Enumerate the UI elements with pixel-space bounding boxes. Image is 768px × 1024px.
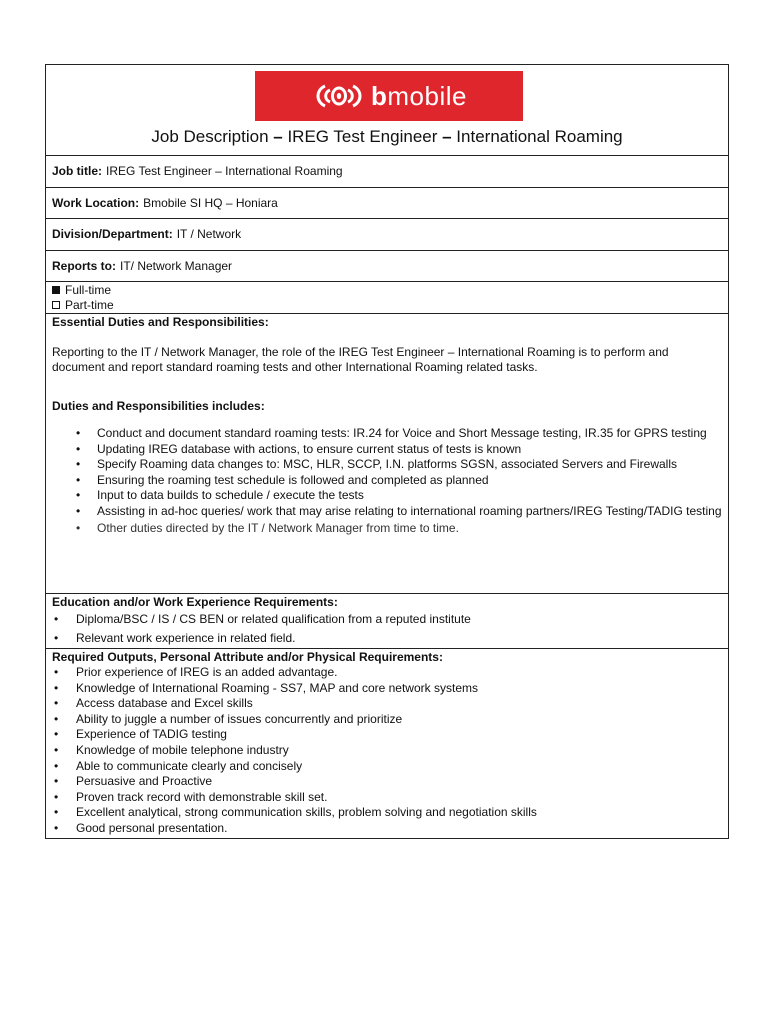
list-item [54, 805, 722, 821]
field-label: Reports to: [52, 258, 116, 273]
duties-section [46, 314, 728, 594]
list-item-text: Excellent analytical, strong communication skills, problem solving and negotiation skills [76, 805, 537, 820]
duties-intro: Reporting to the IT / Network Manager, the role of the IREG Test Engineer – International Roaming is to perform and document and report standard roaming tests and other International Roaming related tasks. [52, 345, 669, 374]
list-item [54, 742, 722, 759]
list-item-text: Other duties directed by the IT / Network Manager from time to time. [97, 520, 459, 535]
bullet-icon: • [54, 711, 59, 726]
list-item [54, 711, 722, 728]
section-title: Required Outputs, Personal Attribute and/or Physical Requirements: [52, 650, 443, 664]
employment-option-part-time: Part-time [52, 298, 722, 313]
field-value: IT/ Network Manager [120, 258, 233, 273]
list-item-text: Good personal presentation. [76, 820, 228, 835]
bullet-icon: • [76, 457, 81, 472]
list-item-text: Persuasive and Proactive [76, 774, 213, 789]
employment-option-full-time: Full-time [52, 283, 722, 298]
division-row [46, 219, 728, 251]
field-value: IT / Network [176, 227, 242, 242]
list-item [54, 665, 722, 681]
list-item-text: Conduct and document standard roaming tests: IR.24 for Voice and Short Message testing, IR.35 for GPRS testing [97, 426, 707, 440]
bullet-icon: • [54, 789, 59, 804]
bullet-icon: • [54, 820, 59, 835]
bullet-icon: • [76, 472, 81, 487]
bmobile-wordmark: bmobile [371, 80, 467, 111]
bullet-icon: • [54, 758, 59, 773]
field-label: Job title: [52, 164, 102, 179]
list-item [54, 610, 722, 629]
bullet-icon: • [76, 503, 81, 518]
section-title: Essential Duties and Responsibilities: [52, 315, 269, 329]
list-item-text: Access database and Excel skills [76, 696, 253, 711]
reports-to-row [46, 251, 728, 283]
section-title: Education and/or Work Experience Requirements: [52, 595, 338, 609]
bullet-icon: • [54, 680, 59, 695]
field-label: Work Location: [52, 195, 140, 210]
page-title: Job Description – IREG Test Engineer – International Roaming [151, 127, 623, 146]
list-item [76, 504, 722, 520]
bullet-icon: • [76, 488, 81, 503]
work-location-row [46, 188, 728, 220]
bmobile-swirl-icon [311, 81, 367, 111]
list-item [76, 488, 722, 504]
list-item-text: Ability to juggle a number of issues concurrently and prioritize [76, 711, 403, 726]
list-item [54, 820, 722, 837]
list-item [76, 473, 722, 489]
list-item [54, 629, 722, 648]
bullet-icon: • [54, 696, 59, 711]
bullet-icon: • [76, 426, 81, 440]
list-item-text: Prior experience of IREG is an added advantage. [76, 665, 338, 679]
list-item [76, 457, 722, 473]
field-value: Bmobile SI HQ – Honiara [143, 195, 278, 210]
job-description-document [45, 64, 729, 839]
education-list [52, 610, 722, 648]
list-item-text: Able to communicate clearly and concisely [76, 758, 303, 773]
list-item-text: Assisting in ad-hoc queries/ work that may arise relating to international roaming partners/IREG Testing/TADIG testing [97, 503, 722, 518]
job-title-row [46, 156, 728, 188]
list-item [54, 789, 722, 806]
list-item [54, 758, 722, 775]
bullet-icon: • [54, 727, 59, 742]
document-header [46, 65, 728, 156]
list-item [54, 696, 722, 712]
checked-box-icon [52, 286, 60, 294]
list-item-text: Input to data builds to schedule / execute the tests [97, 488, 364, 503]
bullet-icon: • [54, 774, 59, 789]
list-item [76, 521, 722, 537]
education-section [46, 594, 728, 649]
list-item [54, 680, 722, 697]
field-label: Division/Department: [52, 227, 173, 242]
bullet-icon: • [54, 665, 59, 679]
requirements-list [52, 665, 722, 837]
bullet-icon: • [76, 520, 81, 535]
list-item [76, 442, 722, 458]
bmobile-logo [255, 71, 523, 121]
list-item-text: Knowledge of International Roaming - SS7, MAP and core network systems [76, 680, 478, 695]
field-value: IREG Test Engineer – International Roaming [106, 164, 343, 179]
requirements-section [46, 649, 728, 838]
empty-box-icon [52, 301, 60, 309]
duties-includes-title: Duties and Responsibilities includes: [52, 399, 265, 413]
list-item [54, 774, 722, 790]
list-item-text: Experience of TADIG testing [76, 727, 227, 742]
list-item-text: Relevant work experience in related field. [76, 631, 296, 645]
duties-list [52, 426, 722, 536]
bullet-icon: • [54, 612, 59, 626]
list-item-text: Specify Roaming data changes to: MSC, HLR, SCCP, I.N. platforms SGSN, associated Servers and Firewalls [97, 457, 678, 472]
list-item-text: Diploma/BSC / IS / CS BEN or related qualification from a reputed institute [76, 612, 471, 626]
list-item-text: Knowledge of mobile telephone industry [76, 742, 289, 757]
list-item [76, 426, 722, 442]
employment-type [46, 282, 728, 314]
list-item-text: Updating IREG database with actions, to ensure current status of tests is known [97, 441, 522, 456]
list-item-text: Proven track record with demonstrable skill set. [76, 789, 328, 804]
bullet-icon: • [76, 441, 81, 456]
bullet-icon: • [54, 805, 59, 820]
list-item [54, 727, 722, 743]
list-item-text: Ensuring the roaming test schedule is followed and completed as planned [97, 472, 489, 487]
bullet-icon: • [54, 742, 59, 757]
bullet-icon: • [54, 631, 59, 645]
